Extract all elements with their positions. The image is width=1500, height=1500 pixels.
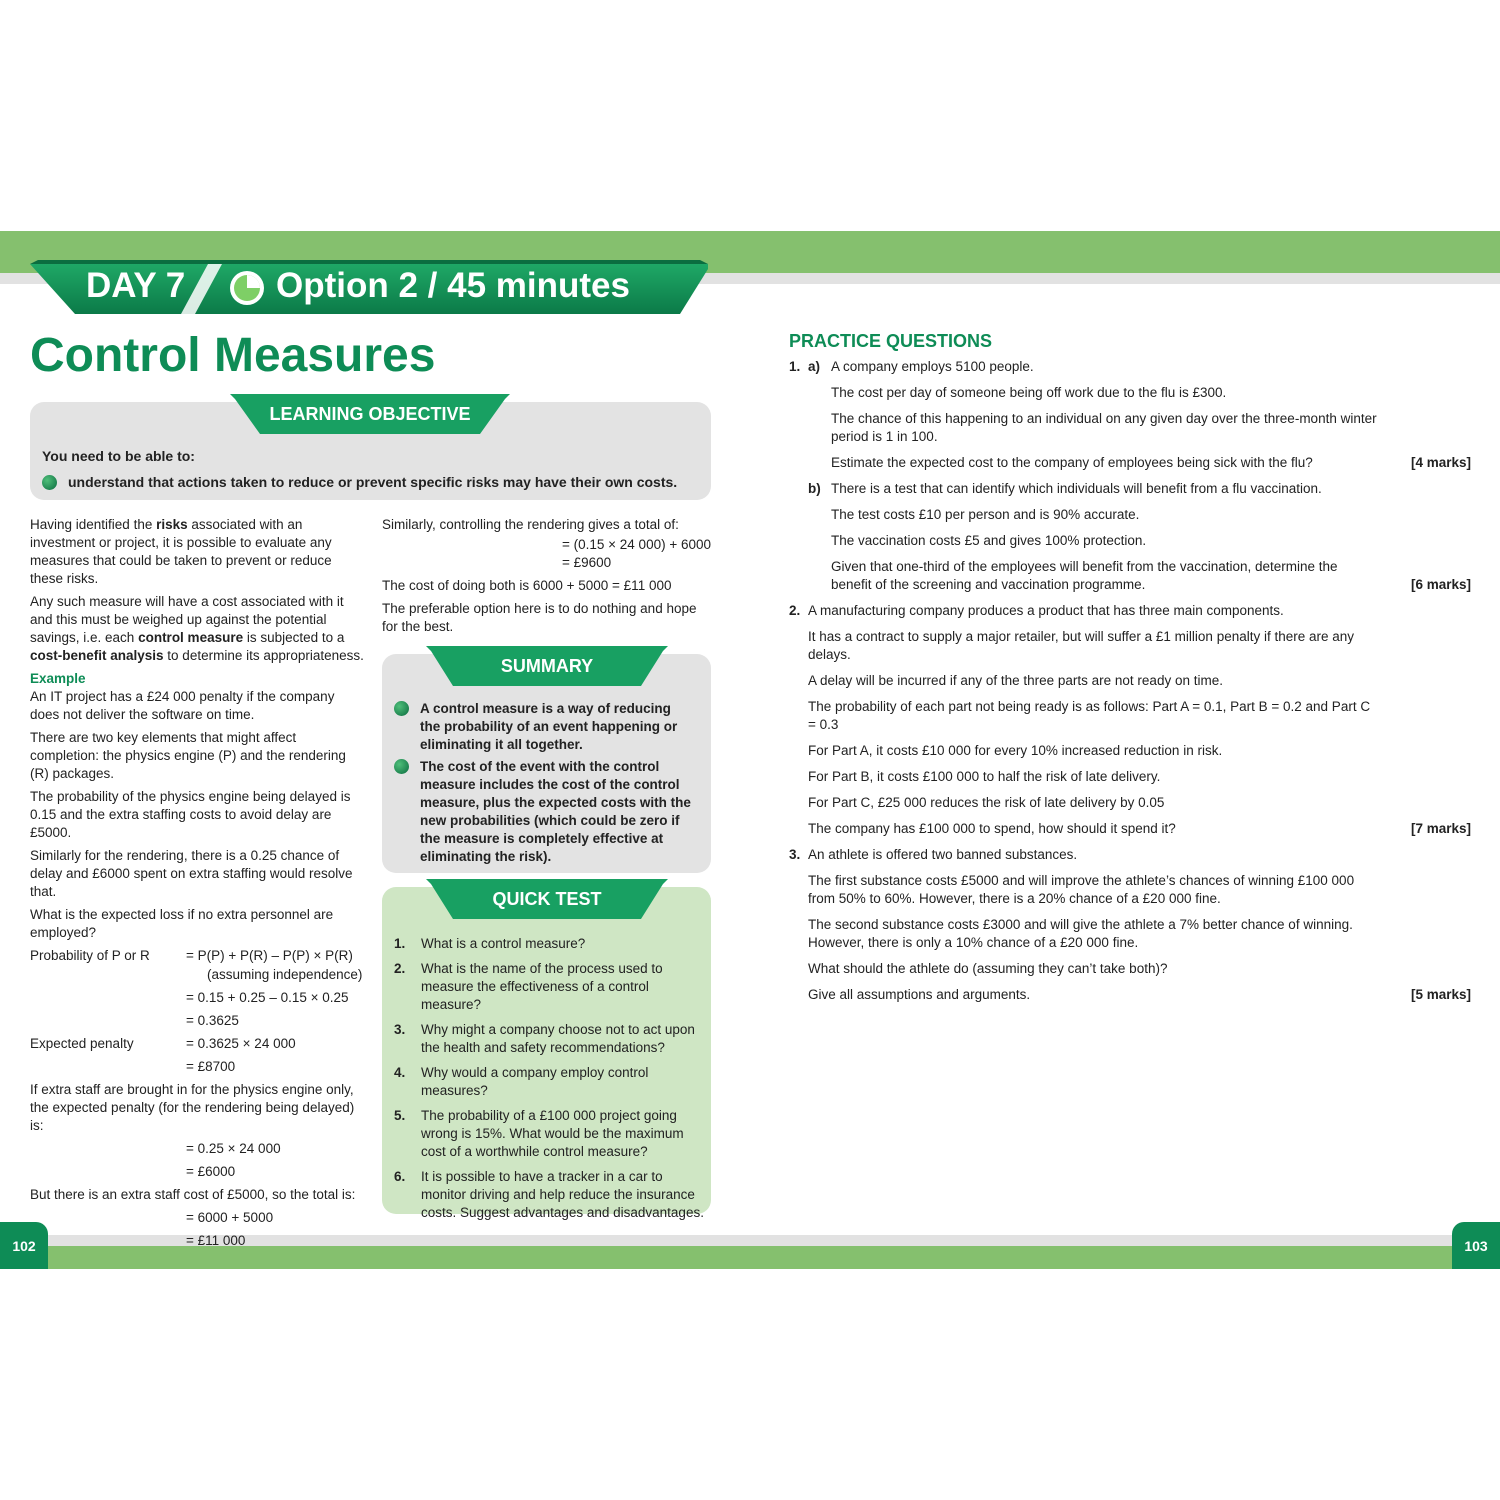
question-number xyxy=(789,742,808,760)
practice-questions-title: PRACTICE QUESTIONS xyxy=(789,331,993,351)
question-line xyxy=(789,916,1471,952)
day-banner xyxy=(30,259,708,314)
example-text-7: But there is an extra staff cost of £5000, so the total is: xyxy=(30,1187,356,1202)
both-cost-text: The cost of doing both is 6000 + 5000 = £11 000 xyxy=(382,578,672,593)
rendering-calc: = (0.15 × 24 000) + 6000 xyxy=(562,537,711,552)
question-number xyxy=(789,794,808,812)
question-line xyxy=(789,820,1471,838)
question-line xyxy=(789,628,1471,664)
question-text: The test costs £10 per person and is 90% accurate. xyxy=(831,507,1140,522)
question-part xyxy=(808,454,831,472)
question-number xyxy=(789,986,808,1004)
practice-questions xyxy=(789,332,1471,1012)
middle-column xyxy=(382,516,712,641)
list-item: 6. It is possible to have a tracker in a car to monitor driving and help reduce the insurance costs. Suggest advantages and disadvantages. xyxy=(394,1169,704,1220)
question-part xyxy=(808,558,831,594)
example-text-1: An IT project has a £24 000 penalty if the company does not deliver the software on time. xyxy=(30,689,335,722)
list-item: 2. What is the name of the process used to measure the effectiveness of a control measure? xyxy=(394,961,663,1012)
question-number xyxy=(789,506,808,524)
question-text: A delay will be incurred if any of the three parts are not ready on time. xyxy=(808,673,1223,688)
option-label: Option 2 / 45 minutes xyxy=(276,266,630,305)
question-text: The second substance costs £3000 and will give the athlete a 7% better chance of winning. However, there is only a 10% chance of a £20 000 fine. xyxy=(808,917,1353,950)
learning-objective-label: LEARNING OBJECTIVE xyxy=(269,404,471,424)
probability-note: (assuming independence) xyxy=(207,967,363,982)
page-title: Control Measures xyxy=(30,329,436,382)
page-number-left: 102 xyxy=(0,1222,48,1269)
question-line xyxy=(789,506,1471,524)
question-line xyxy=(789,602,1471,620)
summary-item xyxy=(394,700,694,754)
example-text-3: The probability of the physics engine being delayed is 0.15 and the extra staffing costs to avoid delay are £5000. xyxy=(30,789,351,840)
marks-label: [4 marks] xyxy=(1410,455,1471,470)
list-item: 1. What is a control measure? xyxy=(394,936,586,951)
question-line xyxy=(789,768,1471,786)
rendering-text: Similarly, controlling the rendering gives a total of: xyxy=(382,517,679,532)
learning-objective-text: understand that actions taken to reduce or prevent specific risks may have their own costs. xyxy=(68,474,678,490)
marks-label: [6 marks] xyxy=(1410,577,1471,592)
question-part xyxy=(808,532,831,550)
expected-penalty-result: = £8700 xyxy=(186,1059,236,1074)
question-text: For Part A, it costs £10 000 for every 10% increased reduction in risk. xyxy=(808,743,1223,758)
marks-label: [7 marks] xyxy=(1410,821,1471,836)
summary-item-text: The cost of the event with the control measure includes the cost of the control measure, plus the expected costs with the new probabilities (which could be zero if the measure is completely effective at eliminating the risk). xyxy=(420,759,691,864)
quick-test-box xyxy=(382,887,711,1220)
question-number xyxy=(789,820,808,838)
question-line xyxy=(789,872,1471,908)
question-line xyxy=(789,672,1471,690)
expected-penalty-label: Expected penalty xyxy=(30,1036,134,1051)
question-line xyxy=(789,532,1471,550)
question-text: The probability of each part not being ready is as follows: Part A = 0.1, Part B = 0.2 and Part C = 0.3 xyxy=(808,699,1371,732)
question-part: a) xyxy=(808,359,821,374)
question-number xyxy=(789,410,808,446)
left-column xyxy=(30,516,365,1255)
question-line xyxy=(789,410,1471,446)
question-number xyxy=(789,628,808,664)
list-item: 3. Why might a company choose not to act upon the health and safety recommendations? xyxy=(394,1022,695,1055)
summary-item xyxy=(394,758,694,866)
question-text: The first substance costs £5000 and will improve the athlete’s chances of winning £100 000 from 50% to 60%. However, there is a 20% chance of a £20 000 fine. xyxy=(808,873,1355,906)
page-number-right: 103 xyxy=(1452,1222,1500,1269)
question-text: Estimate the expected cost to the company of employees being sick with the flu? xyxy=(831,455,1313,470)
rendering-result: = £9600 xyxy=(562,555,612,570)
question-text: A manufacturing company produces a product that has three main components. xyxy=(808,603,1284,618)
question-line xyxy=(789,742,1471,760)
quick-test-list xyxy=(394,935,704,1229)
example-text-6: If extra staff are brought in for the physics engine only, the expected penalty (for the rendering being delayed) is: xyxy=(30,1082,355,1133)
summary-label: SUMMARY xyxy=(500,656,594,676)
list-item: 4. Why would a company employ control measures? xyxy=(394,1065,649,1098)
question-text: There is a test that can identify which individuals will benefit from a flu vaccination. xyxy=(831,481,1322,496)
question-text: Given that one-third of the employees will benefit from the vaccination, determine the benefit of the screening and vaccination programme. xyxy=(831,559,1338,592)
question-number xyxy=(789,960,808,978)
question-line xyxy=(789,846,1471,864)
question-text: An athlete is offered two banned substances. xyxy=(808,847,1078,862)
example-text-4: Similarly for the rendering, there is a 0.25 chance of delay and £6000 spent on extra staffing would resolve that. xyxy=(30,848,353,899)
question-number xyxy=(789,480,808,498)
question-line xyxy=(789,794,1471,812)
question-number xyxy=(789,916,808,952)
question-number xyxy=(789,454,808,472)
question-number xyxy=(789,532,808,550)
question-number xyxy=(789,558,808,594)
example-text-5: What is the expected loss if no extra personnel are employed? xyxy=(30,907,334,940)
question-text: For Part B, it costs £100 000 to half the risk of late delivery. xyxy=(808,769,1161,784)
summary-item-text: A control measure is a way of reducing the probability of an event happening or eliminating it all together. xyxy=(420,701,678,752)
physics-calc: = 0.25 × 24 000 xyxy=(186,1141,281,1156)
question-line xyxy=(789,698,1471,734)
question-part xyxy=(808,384,831,402)
probability-result: = 0.3625 xyxy=(186,1013,239,1028)
example-heading: Example xyxy=(30,671,86,686)
question-part: b) xyxy=(808,481,821,496)
practice-questions-list xyxy=(789,358,1471,1004)
question-number: 2. xyxy=(789,603,801,618)
learning-objective-tab xyxy=(230,394,510,428)
question-line xyxy=(789,986,1471,1004)
question-text: Give all assumptions and arguments. xyxy=(808,987,1031,1002)
question-number: 3. xyxy=(789,847,801,862)
question-line xyxy=(789,480,1471,498)
probability-row xyxy=(30,947,365,965)
question-number xyxy=(789,672,808,690)
question-number xyxy=(789,698,808,734)
learning-objective-box xyxy=(30,402,711,500)
probability-calc: = 0.15 + 0.25 – 0.15 × 0.25 xyxy=(186,990,349,1005)
summary-tab xyxy=(426,646,668,680)
question-line xyxy=(789,454,1471,472)
learning-objective-bullet xyxy=(42,474,677,490)
physics-result: = £6000 xyxy=(186,1164,236,1179)
day-label: DAY 7 xyxy=(86,266,186,305)
preferable-option-text: The preferable option here is to do nothing and hope for the best. xyxy=(382,601,697,634)
quick-test-label: QUICK TEST xyxy=(492,889,602,909)
question-number xyxy=(789,872,808,908)
question-number: 1. xyxy=(789,359,801,374)
question-text: For Part C, £25 000 reduces the risk of late delivery by 0.05 xyxy=(808,795,1165,810)
expected-penalty-row xyxy=(30,1035,365,1053)
question-line xyxy=(789,960,1471,978)
total-result: = £11 000 xyxy=(186,1233,246,1248)
quick-test-tab xyxy=(426,879,668,913)
probability-equation: = P(P) + P(R) – P(P) × P(R) xyxy=(186,948,353,963)
question-part xyxy=(808,506,831,524)
question-number xyxy=(789,768,808,786)
learning-objective-intro: You need to be able to: xyxy=(42,448,195,464)
question-line xyxy=(789,358,1471,376)
total-calc: = 6000 + 5000 xyxy=(186,1210,274,1225)
paragraph-control-measure: Any such measure will have a cost associated with it and this must be weighed up against the potential savings, i.e. each control measure is subjected to a cost-benefit analysis to determine its appropriateness. xyxy=(30,594,364,663)
question-text: A company employs 5100 people. xyxy=(831,359,1034,374)
question-part xyxy=(808,410,831,446)
question-text: It has a contract to supply a major retailer, but will suffer a £1 million penalty if there are any delays. xyxy=(808,629,1355,662)
bullet-icon xyxy=(394,701,409,716)
summary-box xyxy=(382,654,711,873)
question-text: The chance of this happening to an individual on any given day over the three-month winter period is 1 in 100. xyxy=(831,411,1377,444)
question-number xyxy=(789,384,808,402)
bullet-icon xyxy=(42,475,57,490)
marks-label: [5 marks] xyxy=(1410,987,1471,1002)
list-item: 5. The probability of a £100 000 project going wrong is 15%. What would be the maximum cost of a worthwhile control measure? xyxy=(394,1108,684,1159)
paragraph-risks: Having identified the risks associated with an investment or project, it is possible to evaluate any measures that could be taken to prevent or reduce these risks. xyxy=(30,517,332,586)
question-text: The cost per day of someone being off work due to the flu is £300. xyxy=(831,385,1227,400)
question-text: The vaccination costs £5 and gives 100% protection. xyxy=(831,533,1147,548)
example-text-2: There are two key elements that might affect completion: the physics engine (P) and the rendering (R) packages. xyxy=(30,730,346,781)
question-text: What should the athlete do (assuming they can’t take both)? xyxy=(808,961,1168,976)
question-text: The company has £100 000 to spend, how should it spend it? xyxy=(808,821,1176,836)
probability-label: Probability of P or R xyxy=(30,948,150,963)
question-line xyxy=(789,384,1471,402)
expected-penalty-equation: = 0.3625 × 24 000 xyxy=(186,1036,296,1051)
bullet-icon xyxy=(394,759,409,774)
question-line xyxy=(789,558,1471,594)
